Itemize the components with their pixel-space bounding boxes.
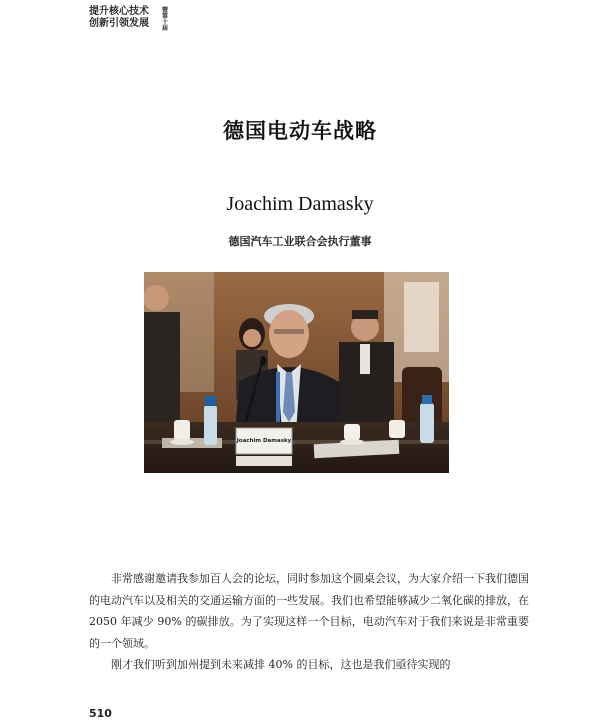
article-title: 德国电动车战略 bbox=[223, 119, 377, 143]
speaker-photo bbox=[144, 272, 449, 473]
body-paragraph: 非常感谢邀请我参加百人会的论坛，同时参加这个圆桌会议，为大家介绍一下我们德国的电动汽车以及相关的交通运输方面的一些发展。我们也希望能够减少二氧化碳的排放，在 2050 年减少 90% 的碳排放。为了实现这样一个目标，电动汽车对于我们来说是非常重要的一个领域。 bbox=[89, 572, 529, 650]
article-body bbox=[89, 568, 529, 676]
author-affiliation: 德国汽车工业联合会执行董事 bbox=[228, 235, 372, 248]
running-header bbox=[89, 6, 169, 30]
body-paragraph: 刚才我们听到加州提到未来减排 40% 的目标，这也是我们亟待实现的 bbox=[111, 658, 451, 671]
running-header-line: 创新引领发展 bbox=[89, 18, 149, 29]
running-header-line: 提升核心技术 bbox=[89, 6, 149, 17]
author-name: Joachim Damasky bbox=[226, 193, 374, 215]
running-header-side-text: 暨第十届 bbox=[162, 7, 169, 32]
page-number: 510 bbox=[89, 707, 112, 720]
nameplate-text: Joachim Damasky bbox=[236, 438, 292, 444]
